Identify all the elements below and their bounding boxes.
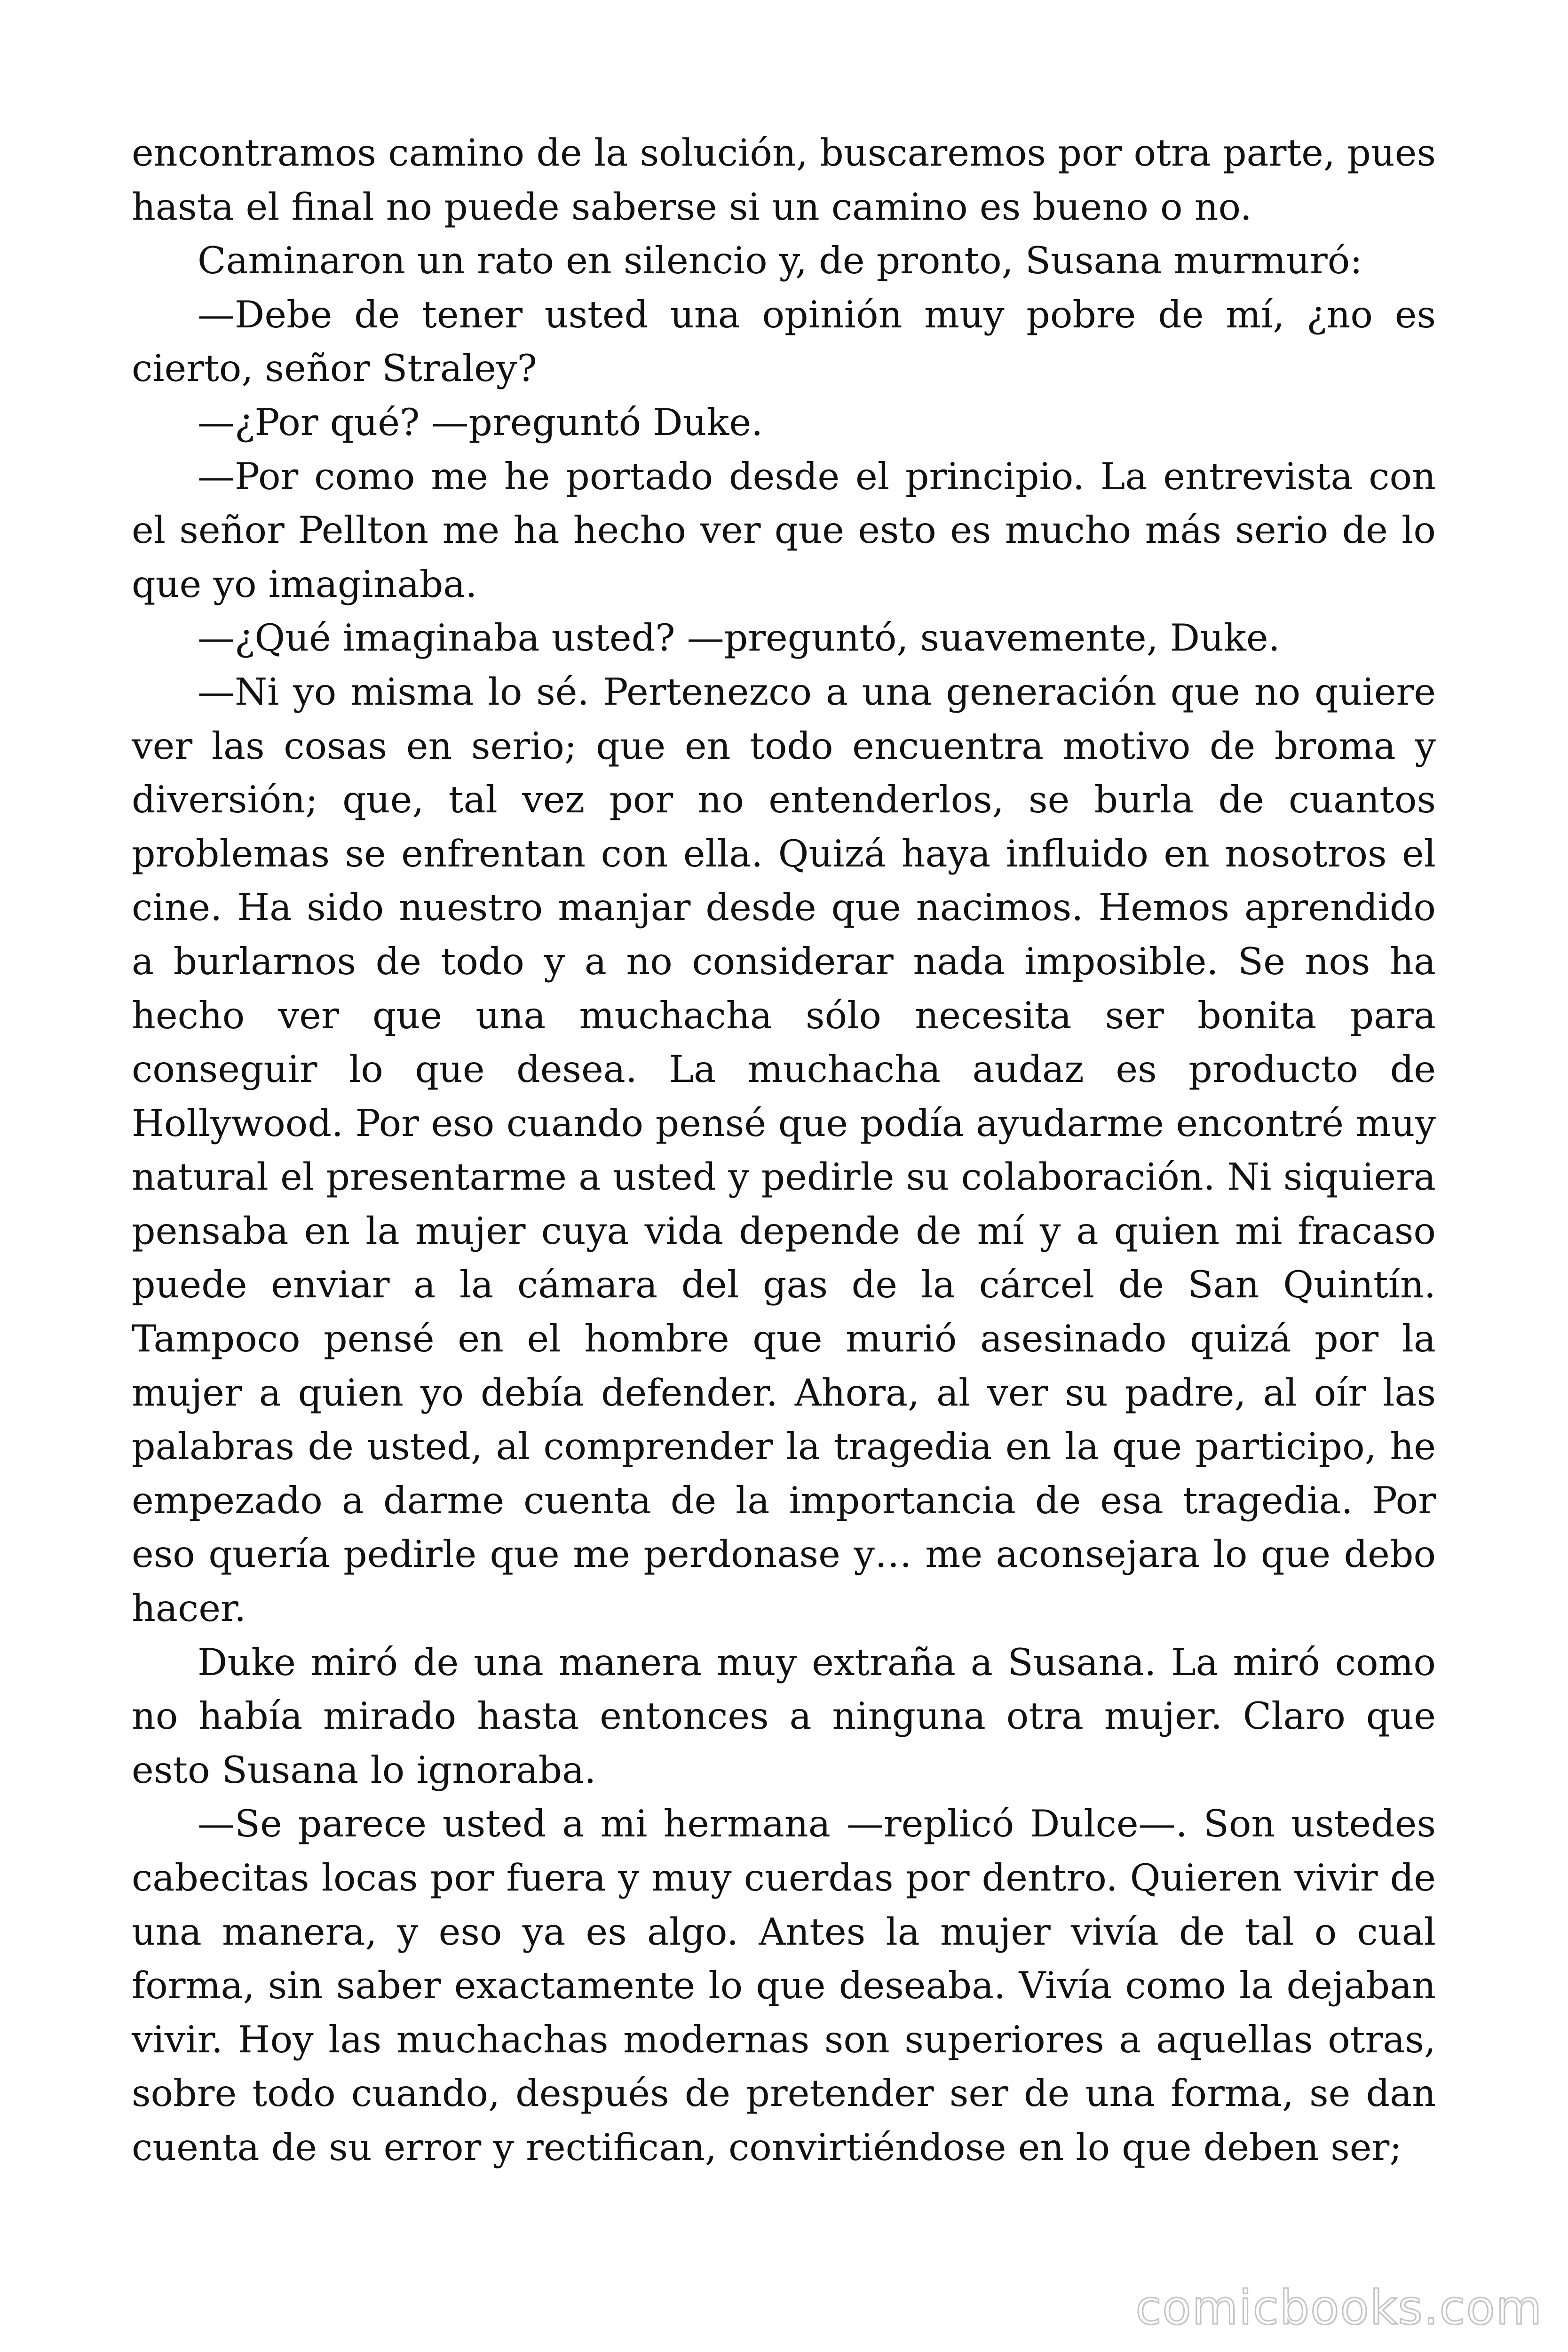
paragraph: Duke miró de una manera muy extraña a Susana. La miró como no había mirado hasta entonces a ninguna otra mujer. Claro que esto Susana lo ignoraba.	[132, 1640, 1436, 1792]
watermark: comicbooks.com	[1135, 2280, 1543, 2335]
paragraph: —¿Qué imaginaba usted? —preguntó, suavemente, Duke.	[198, 616, 1280, 660]
paragraph: encontramos camino de la solución, buscaremos por otra parte, pues hasta el final no puede saberse si un camino es bueno o no.	[132, 131, 1436, 229]
paragraph: Caminaron un rato en silencio y, de pronto, Susana murmuró:	[198, 239, 1362, 283]
paragraph: —Ni yo misma lo sé. Pertenezco a una generación que no quiere ver las cosas en serio; que en todo encuentra motivo de broma y diversión; que, tal vez por no entenderlos, se burla de cuantos problemas se enfrentan con ella. Quizá haya influido en nosotros el cine. Ha sido nuestro manjar desde que nacimos. Hemos aprendido a burlarnos de todo y a no considerar nada imposible. Se nos ha hecho ver que una muchacha sólo necesita ser bonita para conseguir lo que desea. La muchacha audaz es producto de Hollywood. Por eso cuando pensé que podía ayudarme encontré muy natural el presentarme a usted y pedirle su colaboración. Ni siquiera pensaba en la mujer cuya vida depende de mí y a quien mi fracaso puede enviar a la cámara del gas de la cárcel de San Quintín. Tampoco pensé en el hombre que murió asesinado quizá por la mujer a quien yo debía defender. Ahora, al ver su padre, al oír las palabras de usted, al comprender la tragedia en la que participo, he empezado a darme cuenta de la importancia de esa tragedia. Por eso quería pedirle que me perdonase y… me aconsejara lo que debo hacer.	[132, 670, 1436, 1630]
body-text	[132, 126, 1436, 2175]
paragraph: —Por como me he portado desde el principio. La entrevista con el señor Pellton me ha hecho ver que esto es mucho más serio de lo que yo imaginaba.	[132, 454, 1436, 606]
paragraph: —Debe de tener usted una opinión muy pobre de mí, ¿no es cierto, señor Straley?	[132, 293, 1436, 390]
paragraph: —Se parece usted a mi hermana —replicó Dulce—. Son ustedes cabecitas locas por fuera y muy cuerdas por dentro. Quieren vivir de una manera, y eso ya es algo. Antes la mujer vivía de tal o cual forma, sin saber exactamente lo que deseaba. Vivía como la dejaban vivir. Hoy las muchachas modernas son superiores a aquellas otras, sobre todo cuando, después de pretender ser de una forma, se dan cuenta de su error y rectifican, convirtiéndose en lo que deben ser;	[132, 1802, 1436, 2169]
paragraph: —¿Por qué? —preguntó Duke.	[198, 400, 763, 444]
